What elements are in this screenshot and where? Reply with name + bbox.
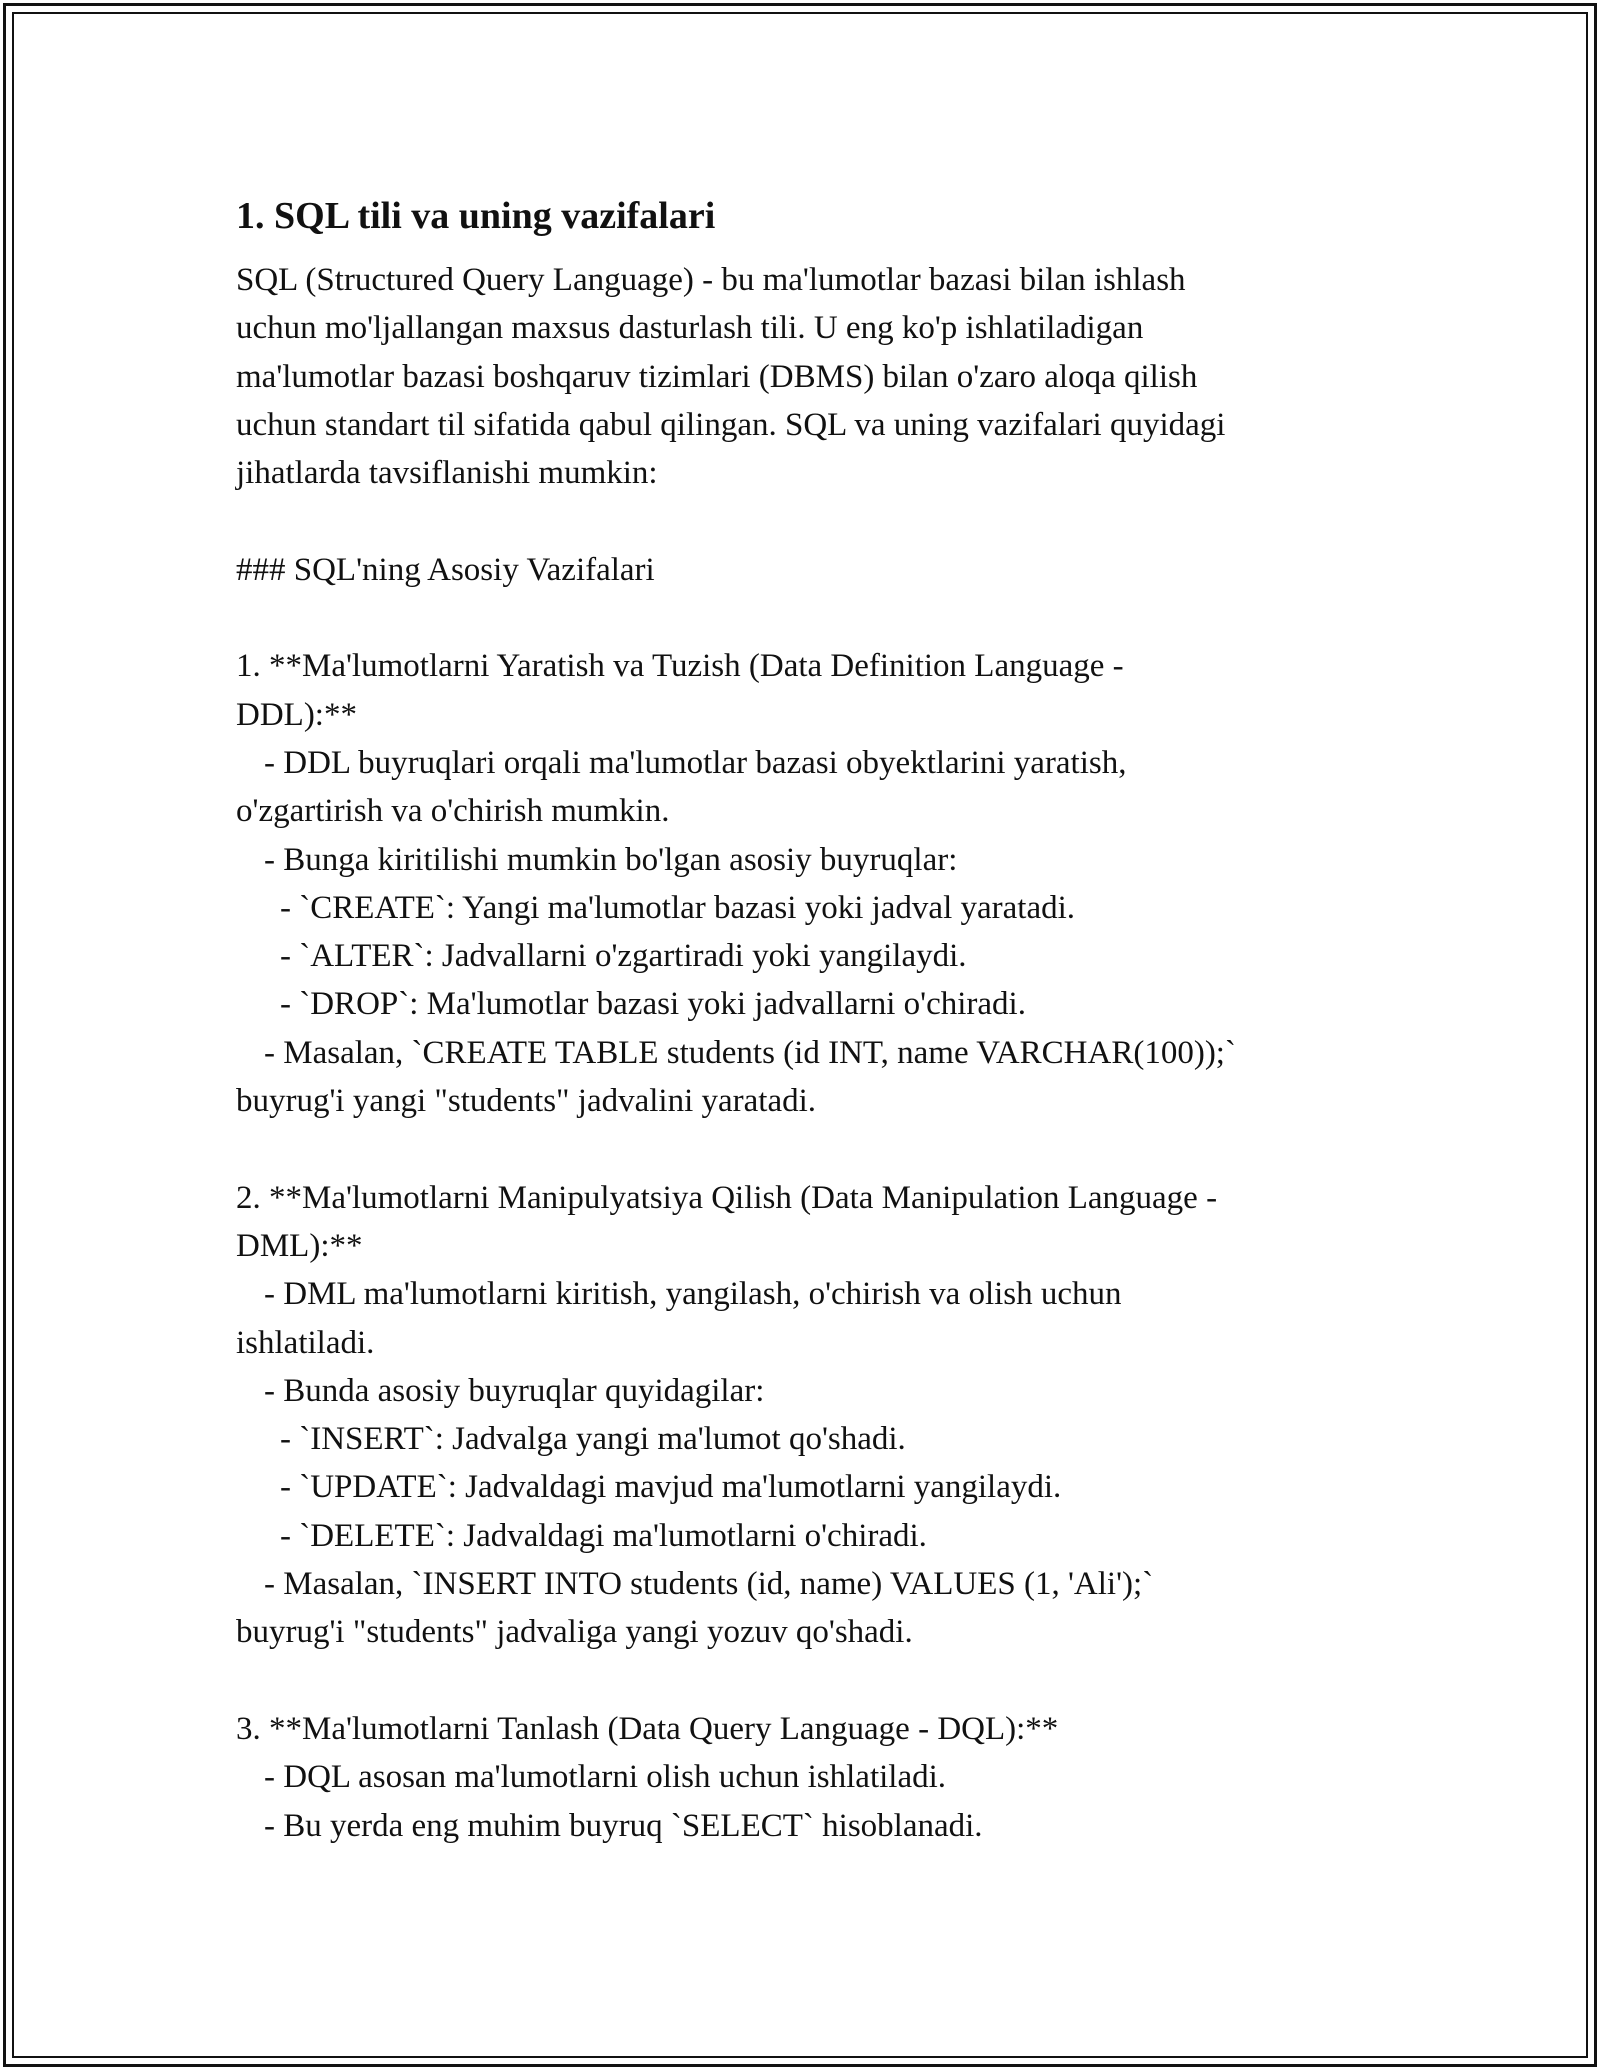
document-title: 1. SQL tili va uning vazifalari (236, 195, 716, 237)
section-heading: DML):** (236, 1227, 363, 1264)
list-item: - Bu yerda eng muhim buyruq `SELECT` hisoblanadi. (264, 1807, 983, 1844)
list-item: - Masalan, `CREATE TABLE students (id INT, name VARCHAR(100));` (264, 1034, 1236, 1071)
list-item: - Bunga kiritilishi mumkin bo'lgan asosiy buyruqlar: (264, 841, 958, 878)
section-heading: 1. **Ma'lumotlarni Yaratish va Tuzish (Data Definition Language - (236, 648, 1124, 685)
section-heading: DDL):** (236, 696, 357, 733)
section-ddl (236, 642, 1386, 1125)
section-dql (236, 1705, 1386, 1850)
intro-line: jihatlarda tavsiflanishi mumkin: (236, 455, 658, 492)
spacer (236, 497, 1386, 545)
command-item: - `DROP`: Ma'lumotlar bazasi yoki jadvallarni o'chiradi. (280, 986, 1026, 1023)
spacer (236, 1125, 1386, 1173)
list-item: - DDL buyruqlari orqali ma'lumotlar bazasi obyektlarini yaratish, (264, 744, 1127, 781)
section-heading: 2. **Ma'lumotlarni Manipulyatsiya Qilish (Data Manipulation Language - (236, 1179, 1218, 1216)
command-item: - `ALTER`: Jadvallarni o'zgartiradi yoki yangilaydi. (280, 938, 967, 975)
intro-line: ma'lumotlar bazasi boshqaruv tizimlari (DBMS) bilan o'zaro aloqa qilish (236, 358, 1198, 395)
list-item: - DML ma'lumotlarni kiritish, yangilash, o'chirish va olish uchun (264, 1276, 1122, 1313)
list-item-continuation: o'zgartirish va o'chirish mumkin. (236, 793, 670, 830)
intro-line: SQL (Structured Query Language) - bu ma'lumotlar bazasi bilan ishlash (236, 262, 1186, 298)
command-item: - `CREATE`: Yangi ma'lumotlar bazasi yoki jadval yaratadi. (280, 889, 1076, 926)
command-item: - `UPDATE`: Jadvaldagi mavjud ma'lumotlarni yangilaydi. (280, 1469, 1062, 1506)
spacer (236, 594, 1386, 642)
intro-line: uchun standart til sifatida qabul qilingan. SQL va uning vazifalari quyidagi (236, 406, 1226, 443)
list-item: - Masalan, `INSERT INTO students (id, name) VALUES (1, 'Ali');` (264, 1566, 1154, 1603)
section-dml (236, 1174, 1386, 1657)
intro-line: uchun mo'ljallangan maxsus dasturlash tili. U eng ko'p ishlatiladigan (236, 310, 1144, 347)
list-item: - DQL asosan ma'lumotlarni olish uchun ishlatiladi. (264, 1759, 947, 1796)
list-item-continuation: ishlatiladi. (236, 1324, 375, 1361)
list-item-continuation: buyrug'i yangi "students" jadvalini yaratadi. (236, 1083, 817, 1120)
list-item: - Bunda asosiy buyruqlar quyidagilar: (264, 1372, 765, 1409)
command-item: - `INSERT`: Jadvalga yangi ma'lumot qo'shadi. (280, 1421, 906, 1458)
command-item: - `DELETE`: Jadvaldagi ma'lumotlarni o'chiradi. (280, 1517, 927, 1554)
section-heading: 3. **Ma'lumotlarni Tanlash (Data Query Language - DQL):** (236, 1710, 1059, 1747)
document-body (236, 182, 1386, 1850)
intro-paragraph (236, 256, 1386, 497)
subheading: ### SQL'ning Asosiy Vazifalari (236, 551, 655, 588)
list-item-continuation: buyrug'i "students" jadvaliga yangi yozuv qo'shadi. (236, 1614, 913, 1651)
spacer (236, 1657, 1386, 1705)
